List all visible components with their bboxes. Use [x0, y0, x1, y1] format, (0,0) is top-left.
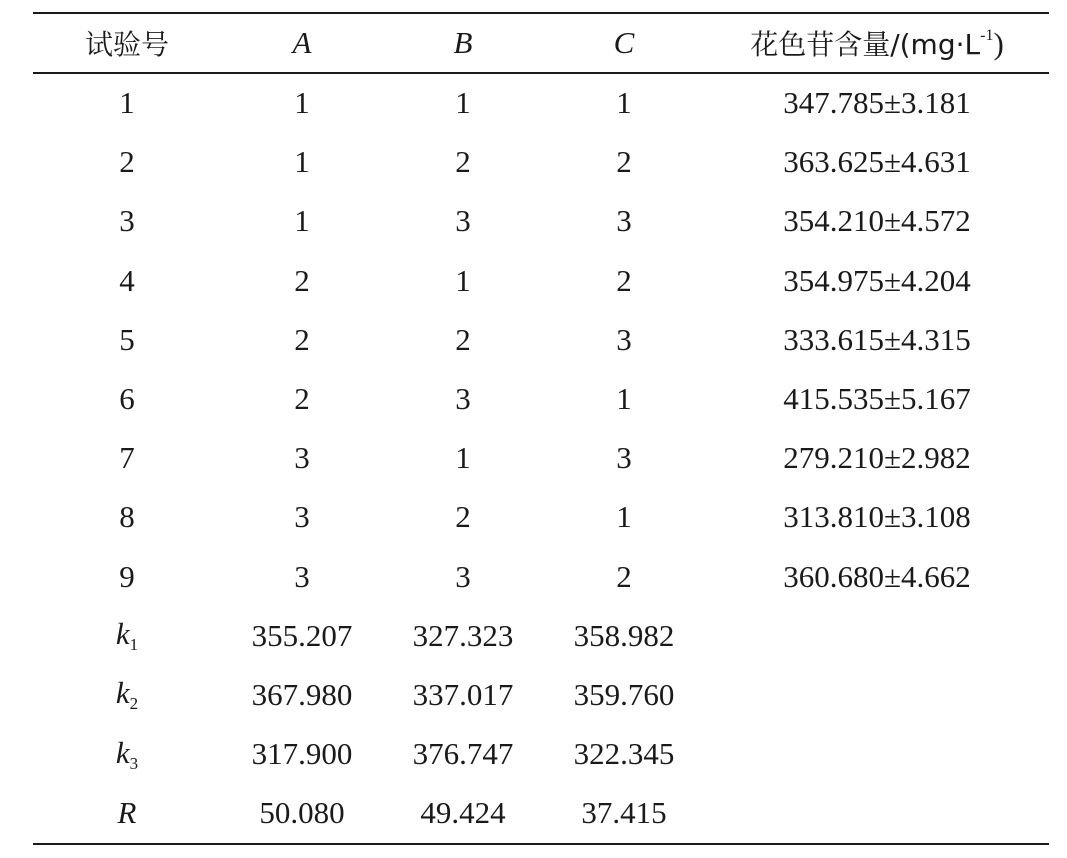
table-body	[33, 74, 1049, 843]
cell-content: 360.680±4.662	[783, 558, 971, 594]
k-label	[33, 616, 221, 655]
cell-content: 333.615±4.315	[783, 321, 971, 357]
table-row	[33, 488, 1049, 547]
header-c: C	[613, 25, 635, 60]
k-label-sub: 3	[129, 753, 139, 773]
orthogonal-test-table	[33, 12, 1049, 845]
cell-b: 3	[455, 203, 471, 239]
cell-c: 3	[616, 321, 632, 357]
k-label-base: k	[115, 616, 130, 652]
cell-a: 1	[294, 85, 310, 121]
cell-trial: 3	[119, 203, 135, 239]
cell-trial: 2	[119, 144, 135, 180]
cell-trial: 6	[119, 381, 135, 417]
table-row	[33, 192, 1049, 251]
cell-b: 376.747	[412, 736, 514, 772]
cell-b: 1	[455, 85, 471, 121]
cell-c: 1	[616, 85, 632, 121]
cell-b: 337.017	[412, 676, 514, 712]
cell-b: 2	[455, 144, 471, 180]
cell-c: 2	[616, 558, 632, 594]
table-row	[33, 429, 1049, 488]
cell-c: 2	[616, 262, 632, 298]
cell-trial: 8	[119, 499, 135, 535]
cell-a: 2	[294, 321, 310, 357]
cell-b: 2	[455, 321, 471, 357]
cell-a: 1	[294, 144, 310, 180]
cell-trial: 9	[119, 558, 135, 594]
k-label-base: k	[115, 734, 130, 770]
table-row	[33, 369, 1049, 428]
header-anthocyanin-content	[705, 23, 1049, 63]
cell-a: 50.080	[259, 795, 345, 831]
cell-content: 354.210±4.572	[783, 203, 971, 239]
cell-a: 3	[294, 499, 310, 535]
table-row-k3	[33, 725, 1049, 784]
table-row-k2	[33, 665, 1049, 724]
cell-content: 363.625±4.631	[783, 144, 971, 180]
bottom-rule	[33, 843, 1049, 845]
table-row	[33, 74, 1049, 133]
cell-c: 2	[616, 144, 632, 180]
cell-c: 359.760	[573, 676, 675, 712]
cell-trial: 5	[119, 321, 135, 357]
k-label-sub: 2	[129, 694, 139, 714]
cell-content: 279.210±2.982	[783, 440, 971, 476]
header-content-sup: -1	[980, 27, 994, 44]
cell-c: 1	[616, 381, 632, 417]
cell-a: 3	[294, 440, 310, 476]
cell-b: 3	[455, 381, 471, 417]
cell-c: 358.982	[573, 617, 675, 653]
cell-b: 327.323	[412, 617, 514, 653]
cell-c: 3	[616, 440, 632, 476]
cell-trial: 7	[119, 440, 135, 476]
cell-b: 49.424	[420, 795, 506, 831]
cell-content: 347.785±3.181	[783, 85, 971, 121]
cell-c: 1	[616, 499, 632, 535]
header-b: B	[453, 25, 473, 60]
cell-a: 317.900	[251, 736, 353, 772]
cell-b: 1	[455, 440, 471, 476]
header-trial: 试验号	[84, 28, 169, 61]
cell-a: 3	[294, 558, 310, 594]
header-content-prefix: 花色苷含量/(mg·L	[750, 28, 981, 61]
header-a: A	[292, 25, 312, 60]
table-header-row	[33, 14, 1049, 72]
k-label-base: k	[115, 675, 130, 711]
k-label	[33, 735, 221, 774]
cell-a: 1	[294, 203, 310, 239]
k-label-sub: 1	[129, 635, 139, 655]
cell-c: 3	[616, 203, 632, 239]
k-label	[33, 675, 221, 714]
cell-content: 313.810±3.108	[783, 499, 971, 535]
cell-b: 1	[455, 262, 471, 298]
table-row	[33, 310, 1049, 369]
table-row-r	[33, 784, 1049, 843]
cell-a: 355.207	[251, 617, 353, 653]
cell-b: 2	[455, 499, 471, 535]
cell-b: 3	[455, 558, 471, 594]
table-row-k1	[33, 606, 1049, 665]
cell-c: 322.345	[573, 736, 675, 772]
header-content-suffix: )	[993, 26, 1004, 61]
cell-trial: 4	[119, 262, 135, 298]
cell-trial: 1	[119, 85, 135, 121]
table-row	[33, 251, 1049, 310]
table-row	[33, 547, 1049, 606]
r-label: R	[117, 795, 137, 831]
cell-a: 367.980	[251, 676, 353, 712]
cell-content: 354.975±4.204	[783, 262, 971, 298]
cell-c: 37.415	[581, 795, 667, 831]
cell-a: 2	[294, 262, 310, 298]
table-row	[33, 133, 1049, 192]
cell-content: 415.535±5.167	[783, 381, 971, 417]
cell-a: 2	[294, 381, 310, 417]
